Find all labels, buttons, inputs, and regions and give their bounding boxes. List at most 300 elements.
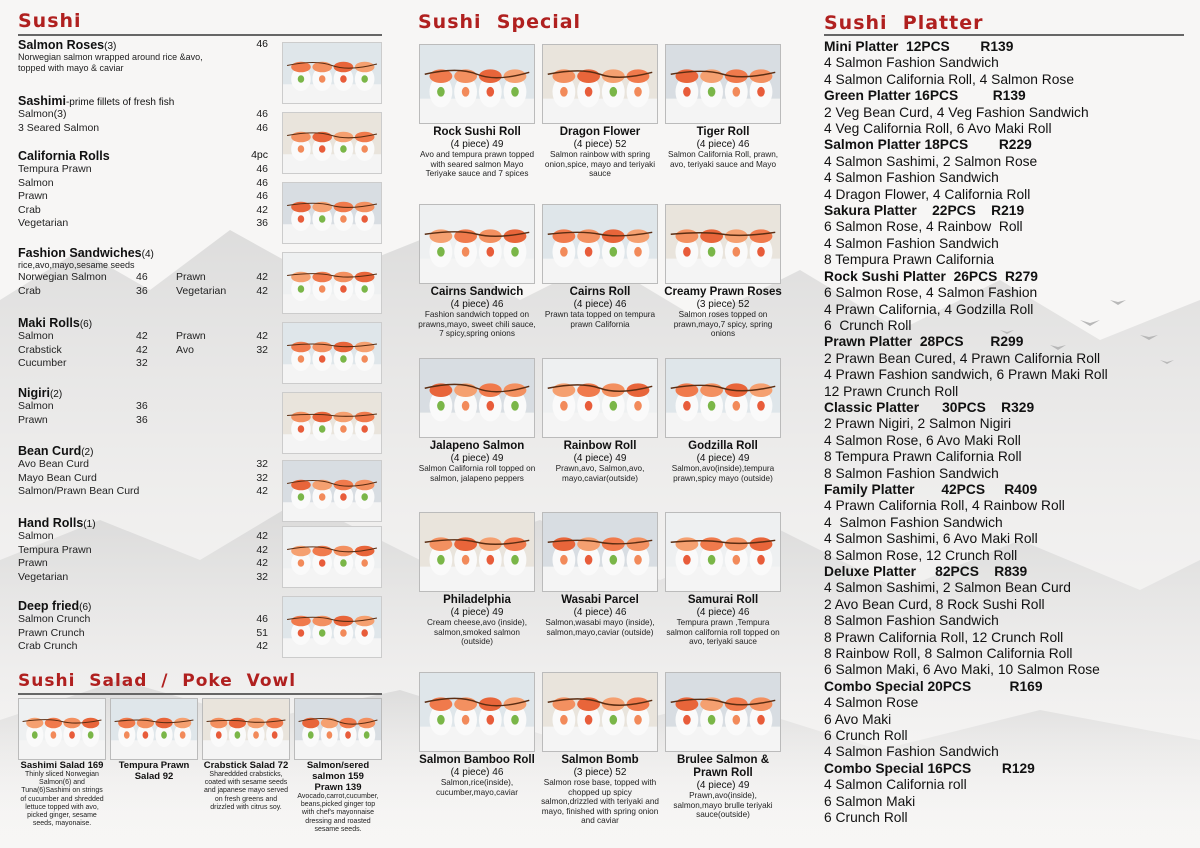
item-price: 32 — [256, 570, 268, 583]
menu-item — [18, 485, 268, 499]
platter-title: Green Platter 16PCS R139 — [824, 88, 1026, 104]
food-photo — [543, 359, 657, 437]
menu-category — [18, 149, 268, 231]
special-description: Prawn tata topped on tempura prawn California — [544, 310, 656, 329]
platter-title: Classic Platter 30PCS R329 — [824, 399, 1035, 415]
item-name: Vegetarian — [18, 570, 69, 583]
food-photo — [283, 253, 381, 313]
item-price: 42 — [256, 284, 268, 297]
item-name: Salmon — [18, 400, 54, 412]
menu-item — [18, 557, 268, 571]
platter-title: Combo Special 16PCS R129 — [824, 760, 1035, 776]
salad-price: 92 — [162, 771, 174, 782]
salad-name-text: Salmon/sered salmon — [306, 760, 370, 782]
category-name: Hand Rolls — [18, 516, 84, 530]
special-name: Salmon Bamboo Roll — [419, 754, 535, 766]
item-price: 46 — [256, 176, 268, 189]
item-name: 3 Seared Salmon — [18, 121, 100, 134]
item-price: 32 — [256, 458, 268, 470]
special-description: Cream cheese,avo (inside), salmon,smoked salmon (outside) — [426, 618, 528, 646]
menu-item-pair — [18, 400, 268, 414]
menu-item — [18, 163, 268, 177]
special-item — [664, 44, 782, 169]
item-name: Prawn — [18, 413, 48, 426]
platter-item: 6 Salmon Maki, 6 Avo Maki, 10 Salmon Rose — [824, 662, 1100, 678]
special-item — [541, 44, 659, 179]
category-title — [18, 94, 268, 108]
menu-item — [18, 122, 268, 136]
menu-item-pair — [18, 285, 268, 299]
special-photo — [542, 512, 658, 592]
category-description: rice,avo,mayo,sesame seeds — [18, 260, 135, 270]
category-title — [18, 316, 268, 330]
category-name: Deep fried — [18, 599, 80, 613]
category-description: topped with mayo & caviar — [18, 63, 124, 73]
salad-name-text: Sashimi Salad — [20, 760, 88, 771]
category-title — [18, 149, 268, 163]
menu-item — [18, 204, 268, 218]
platter-item: 4 Salmon Rose — [824, 695, 919, 711]
special-photo — [419, 358, 535, 438]
special-description: Salmon California Roll, prawn, avo, teriyaki sauce and Mayo — [667, 150, 779, 169]
salad-price: 159 — [348, 771, 364, 782]
special-price: 46 — [738, 139, 750, 150]
category-suffix: -prime fillets of fresh fish — [65, 97, 175, 108]
menu-item-pair — [18, 271, 268, 285]
salad-price: 169 — [87, 760, 104, 771]
special-item — [418, 512, 536, 647]
food-photo — [666, 359, 780, 437]
category-title — [18, 386, 268, 400]
special-name: Tiger Roll — [696, 126, 750, 138]
item-name: Avo — [176, 343, 194, 356]
category-suffix: (6) — [79, 319, 93, 330]
salad-section — [18, 670, 382, 840]
menu-item-pair — [18, 357, 268, 371]
category-photo — [282, 526, 382, 588]
special-price: 49 — [492, 139, 504, 150]
category-price: 46 — [256, 38, 268, 50]
platter-item: 4 Dragon Flower, 4 California Roll — [824, 186, 1031, 202]
salad-item — [202, 698, 290, 812]
category-photo — [282, 596, 382, 658]
category-name: Salmon Roses — [18, 38, 105, 52]
special-photo — [665, 44, 781, 124]
platter-item: 8 Salmon Fashion Sandwich — [824, 465, 999, 481]
platter-item: 2 Avo Bean Curd, 8 Rock Sushi Roll — [824, 596, 1045, 612]
item-price: 32 — [256, 343, 268, 356]
platter-item: 6 Crunch Roll — [824, 810, 908, 826]
special-quantity-price — [418, 299, 536, 310]
menu-category — [18, 246, 268, 298]
item-name: Prawn Crunch — [18, 626, 85, 639]
food-photo — [283, 183, 381, 243]
special-photo — [542, 204, 658, 284]
sushi-heading: Sushi — [18, 8, 382, 36]
special-photo — [665, 672, 781, 752]
menu-category — [18, 94, 268, 135]
item-name: Tempura Prawn — [18, 543, 92, 556]
menu-item-pair — [18, 414, 268, 428]
food-photo — [111, 699, 197, 759]
category-title — [18, 444, 268, 458]
category-name: Nigiri — [18, 386, 50, 400]
menu-category — [18, 516, 268, 584]
item-name: Prawn — [176, 330, 206, 342]
menu-item-pair — [18, 344, 268, 358]
special-price: 52 — [615, 767, 627, 778]
category-suffix: (4) — [141, 249, 154, 260]
special-item — [541, 358, 659, 483]
special-quantity-price — [664, 453, 782, 464]
special-quantity: (4 piece) — [450, 299, 493, 310]
menu-item — [18, 458, 268, 472]
category-title — [18, 516, 268, 530]
menu-item — [18, 108, 268, 122]
special-quantity: (4 piece) — [696, 139, 739, 150]
menu-item — [18, 571, 268, 585]
special-price: 46 — [492, 767, 504, 778]
food-photo — [420, 513, 534, 591]
menu-category — [18, 38, 268, 74]
special-quantity-price — [418, 767, 536, 778]
salad-name-text: Tempura Prawn Salad — [118, 760, 190, 782]
platter-title: Salmon Platter 18PCS R229 — [824, 137, 1032, 153]
item-price: 42 — [136, 330, 148, 342]
item-price: 51 — [256, 626, 268, 639]
food-photo — [203, 699, 289, 759]
item-price: 42 — [256, 271, 268, 283]
special-price: 49 — [492, 453, 504, 464]
special-price: 49 — [615, 453, 627, 464]
special-item — [664, 672, 782, 820]
special-column — [418, 8, 788, 846]
platter-item: 4 Prawn California, 4 Godzilla Roll — [824, 301, 1034, 317]
platter-item: 4 Salmon Sashimi, 2 Salmon Rose — [824, 153, 1038, 169]
item-name: Cucumber — [18, 357, 67, 369]
salad-description: Thinly sliced Norwegian Salmon(6) and Tuna(6)Sashimi on strings of cucumber and shredded lettuce topped with avo, picked ginger, sesame seeds, mayonaise. — [20, 771, 104, 828]
food-photo — [283, 597, 381, 657]
platter-heading: Sushi Platter — [824, 8, 1184, 36]
food-photo — [666, 45, 780, 123]
platter-item: 2 Prawn Bean Cured, 4 Prawn California Roll — [824, 350, 1101, 366]
salad-price: 139 — [345, 782, 362, 793]
platter-item: 8 Prawn California Roll, 12 Crunch Roll — [824, 629, 1064, 645]
category-suffix: (3) — [104, 41, 117, 52]
platter-item: 4 Salmon Fashion Sandwich — [824, 235, 999, 251]
special-quantity-price — [418, 139, 536, 150]
item-name: Avo Bean Curd — [18, 458, 90, 470]
platter-item: 4 Salmon California Roll, 4 Salmon Rose — [824, 71, 1074, 87]
platter-column — [824, 8, 1184, 846]
category-photo — [282, 182, 382, 244]
food-photo — [283, 113, 381, 173]
special-quantity-price — [418, 607, 536, 618]
platter-item: 6 Avo Maki — [824, 711, 892, 727]
menu-item — [18, 640, 268, 654]
special-quantity-price — [418, 453, 536, 464]
platter-item: 8 Tempura Prawn California — [824, 252, 994, 268]
platter-title: Combo Special 20PCS R169 — [824, 678, 1043, 694]
special-quantity: (4 piece) — [696, 780, 739, 791]
special-quantity-price — [541, 607, 659, 618]
platter-item: 4 Salmon Fashion Sandwich — [824, 514, 1003, 530]
item-price: 36 — [256, 217, 268, 229]
special-quantity-price — [541, 299, 659, 310]
menu-item-pair — [18, 330, 268, 344]
item-name: Tempura Prawn — [18, 163, 92, 175]
category-photo — [282, 42, 382, 104]
special-description: Prawn,avo(inside), salmon,mayo brulle teriyaki sauce(outside) — [673, 791, 773, 819]
special-item — [541, 512, 659, 637]
special-description: Salmon,avo(inside),tempura prawn,spicy mayo (outside) — [671, 464, 775, 483]
category-suffix: (1) — [83, 519, 96, 530]
special-quantity: (4 piece) — [573, 139, 616, 150]
special-name: Godzilla Roll — [688, 440, 758, 452]
salad-name — [18, 760, 106, 771]
platter-item: 4 Salmon California roll — [824, 777, 967, 793]
menu-category — [18, 316, 268, 371]
food-photo — [543, 45, 657, 123]
food-photo — [283, 527, 381, 587]
platter-title: Rock Sushi Platter 26PCS R279 — [824, 268, 1038, 284]
food-photo — [666, 513, 780, 591]
special-item — [541, 672, 659, 826]
item-name: Salmon(3) — [18, 108, 67, 120]
category-title — [18, 246, 268, 260]
special-photo — [665, 204, 781, 284]
special-item — [418, 44, 536, 179]
food-photo — [295, 699, 381, 759]
item-price: 42 — [256, 557, 268, 569]
item-price: 46 — [256, 108, 268, 120]
special-quantity-price — [664, 299, 782, 310]
food-photo — [420, 205, 534, 283]
salad-photo — [110, 698, 198, 760]
special-item — [664, 204, 782, 339]
item-name: Salmon — [18, 330, 54, 342]
item-name: Prawn — [18, 190, 48, 202]
salad-photo — [18, 698, 106, 760]
special-price: 52 — [615, 139, 627, 150]
special-description: Salmon,rice(inside), cucumber,mayo,caviar — [436, 778, 518, 797]
item-price: 32 — [256, 471, 268, 484]
special-price: 46 — [492, 299, 504, 310]
category-photo — [282, 392, 382, 454]
item-price: 42 — [256, 330, 268, 342]
special-item — [664, 358, 782, 483]
category-photo — [282, 322, 382, 384]
special-quantity: (4 piece) — [450, 767, 493, 778]
special-name: Cairns Sandwich — [430, 286, 524, 298]
special-description: Salmon,wasabi mayo (inside), salmon,mayo,caviar (outside) — [545, 618, 655, 637]
platter-item: 6 Salmon Maki — [824, 793, 916, 809]
menu-category — [18, 444, 268, 499]
salad-item — [18, 698, 106, 828]
item-name: Crab — [18, 284, 41, 297]
menu-item — [18, 613, 268, 627]
item-name: Salmon/Prawn Bean Curd — [18, 485, 140, 497]
platter-item: 6 Salmon Rose, 4 Salmon Fashion — [824, 285, 1038, 301]
special-item — [541, 204, 659, 329]
special-name: Jalapeno Salmon — [429, 440, 525, 452]
special-photo — [419, 672, 535, 752]
special-quantity: (4 piece) — [450, 607, 493, 618]
category-title — [18, 38, 268, 52]
special-quantity-price — [664, 607, 782, 618]
special-photo — [542, 672, 658, 752]
salad-name — [294, 782, 382, 793]
item-price: 42 — [256, 640, 268, 652]
salad-photo — [202, 698, 290, 760]
platter-title: Family Platter 42PCS R409 — [824, 481, 1038, 497]
salad-name-text: Crabstick Salad — [203, 760, 278, 771]
item-price: 36 — [136, 400, 148, 412]
platter-item: 12 Prawn Crunch Roll — [824, 383, 959, 399]
food-photo — [283, 43, 381, 103]
special-item — [418, 358, 536, 483]
special-quantity: (4 piece) — [573, 607, 616, 618]
platter-item: 4 Prawn California Roll, 4 Rainbow Roll — [824, 498, 1065, 514]
category-title — [18, 599, 268, 613]
item-name: Crab — [18, 203, 41, 216]
platter-item: 4 Veg California Roll, 6 Avo Maki Roll — [824, 121, 1052, 137]
salad-price: 72 — [277, 760, 289, 771]
category-photo — [282, 460, 382, 522]
item-name: Crab Crunch — [18, 640, 78, 652]
special-quantity: (4 piece) — [573, 453, 616, 464]
sushi-column — [18, 8, 382, 668]
item-price: 42 — [256, 203, 268, 216]
special-item — [664, 512, 782, 647]
platter-title: Sakura Platter 22PCS R219 — [824, 203, 1025, 219]
food-photo — [283, 461, 381, 521]
food-photo — [666, 673, 780, 751]
salad-description: Avocado,carrot,cucumber, beans,picked ginger top with chef's mayonnaise dressing and roasted sesame seeds. — [297, 793, 379, 833]
salad-item — [110, 698, 198, 782]
food-photo — [543, 673, 657, 751]
category-description: Norwegian salmon wrapped around rice &avo, — [18, 52, 203, 62]
item-price: 32 — [136, 357, 148, 369]
platter-item: 4 Salmon Sashimi, 6 Avo Maki Roll — [824, 531, 1038, 547]
special-description: Tempura prawn ,Tempura salmon california roll topped on avo, teriyaki sauce — [666, 618, 780, 646]
special-description: Avo and tempura prawn topped with seared salmon Mayo Teriyake sauce and 7 spices — [419, 150, 535, 178]
salad-name-text: Prawn — [314, 782, 346, 793]
item-price: 42 — [256, 485, 268, 497]
platter-list — [824, 39, 1184, 827]
platter-item: 6 Crunch Roll — [824, 728, 908, 744]
category-name: Fashion Sandwiches — [18, 246, 142, 260]
food-photo — [283, 323, 381, 383]
special-quantity: (3 piece) — [696, 299, 739, 310]
special-name: Dragon Flower — [559, 126, 641, 138]
menu-item — [18, 472, 268, 486]
category-photo — [282, 252, 382, 314]
category-photo — [282, 112, 382, 174]
item-name: Salmon Crunch — [18, 613, 91, 625]
category-name: Bean Curd — [18, 444, 82, 458]
special-quantity: (4 piece) — [696, 453, 739, 464]
menu-item — [18, 627, 268, 641]
menu-item — [18, 190, 268, 204]
category-name: California Rolls — [18, 149, 110, 163]
item-price: 46 — [256, 163, 268, 175]
salad-item — [294, 698, 382, 834]
special-quantity-price — [664, 139, 782, 150]
item-price: 42 — [256, 543, 268, 556]
special-quantity-price — [664, 780, 782, 791]
special-photo — [419, 204, 535, 284]
food-photo — [420, 673, 534, 751]
special-description: Salmon roses topped on prawn,mayo,7 spicy, spring onions — [673, 310, 773, 338]
special-price: 49 — [738, 453, 750, 464]
special-quantity: (4 piece) — [696, 607, 739, 618]
special-price: 52 — [738, 299, 750, 310]
menu-item — [18, 544, 268, 558]
special-photo — [665, 512, 781, 592]
special-photo — [665, 358, 781, 438]
menu-category — [18, 599, 268, 654]
item-name: Prawn — [18, 557, 48, 569]
menu-item — [18, 530, 268, 544]
special-quantity-price — [541, 767, 659, 778]
category-price: 4pc — [251, 149, 268, 161]
special-description: Prawn,avo, Salmon,avo, mayo,caviar(outside) — [555, 464, 645, 483]
platter-item: 4 Salmon Fashion Sandwich — [824, 170, 999, 186]
item-name: Prawn — [176, 271, 206, 283]
special-photo — [542, 44, 658, 124]
food-photo — [283, 393, 381, 453]
special-price: 46 — [615, 299, 627, 310]
item-price: 42 — [136, 343, 148, 356]
platter-item: 6 Crunch Roll — [824, 317, 912, 333]
category-suffix: (2) — [81, 447, 94, 458]
food-photo — [543, 513, 657, 591]
special-description: Fashion sandwich topped on prawns,mayo, sweet chili sauce, 7 spicy,spring onions — [418, 310, 536, 338]
platter-item: 8 Salmon Fashion Sandwich — [824, 613, 999, 629]
food-photo — [420, 45, 534, 123]
item-name: Salmon — [18, 176, 54, 189]
item-name: Crabstick — [18, 343, 62, 356]
category-name: Sashimi — [18, 94, 66, 108]
salad-name — [202, 760, 290, 771]
platter-item: 8 Tempura Prawn California Roll — [824, 449, 1022, 465]
special-description: Salmon rose base, topped with chopped up spicy salmon,drizzled with teriyaki and mayo, finished with spring onion and caviar — [541, 778, 659, 825]
item-price: 36 — [136, 284, 148, 297]
salad-name — [110, 760, 198, 782]
platter-item: 4 Prawn Fashion sandwich, 6 Prawn Maki Roll — [824, 367, 1108, 383]
special-price: 46 — [615, 607, 627, 618]
platter-item: 6 Salmon Rose, 4 Rainbow Roll — [824, 219, 1023, 235]
item-price: 46 — [136, 271, 148, 283]
special-quantity-price — [541, 139, 659, 150]
special-item — [418, 672, 536, 797]
special-item — [418, 204, 536, 339]
item-price: 46 — [256, 190, 268, 202]
platter-item: 2 Veg Bean Curd, 4 Veg Fashion Sandwich — [824, 104, 1089, 120]
special-quantity: (3 piece) — [573, 767, 616, 778]
special-quantity: (4 piece) — [450, 139, 493, 150]
food-photo — [19, 699, 105, 759]
menu-item — [18, 177, 268, 191]
item-name: Norwegian Salmon — [18, 271, 107, 283]
platter-item: 8 Salmon Rose, 12 Crunch Roll — [824, 547, 1018, 563]
special-quantity: (4 piece) — [450, 453, 493, 464]
item-price: 46 — [256, 121, 268, 134]
salad-description: Shareddded crabsticks, coated with sesame seeds and japanese mayo served on fresh greens and drizzled with citrus soy. — [203, 771, 289, 811]
item-name: Mayo Bean Curd — [18, 471, 97, 484]
item-price: 42 — [256, 530, 268, 542]
